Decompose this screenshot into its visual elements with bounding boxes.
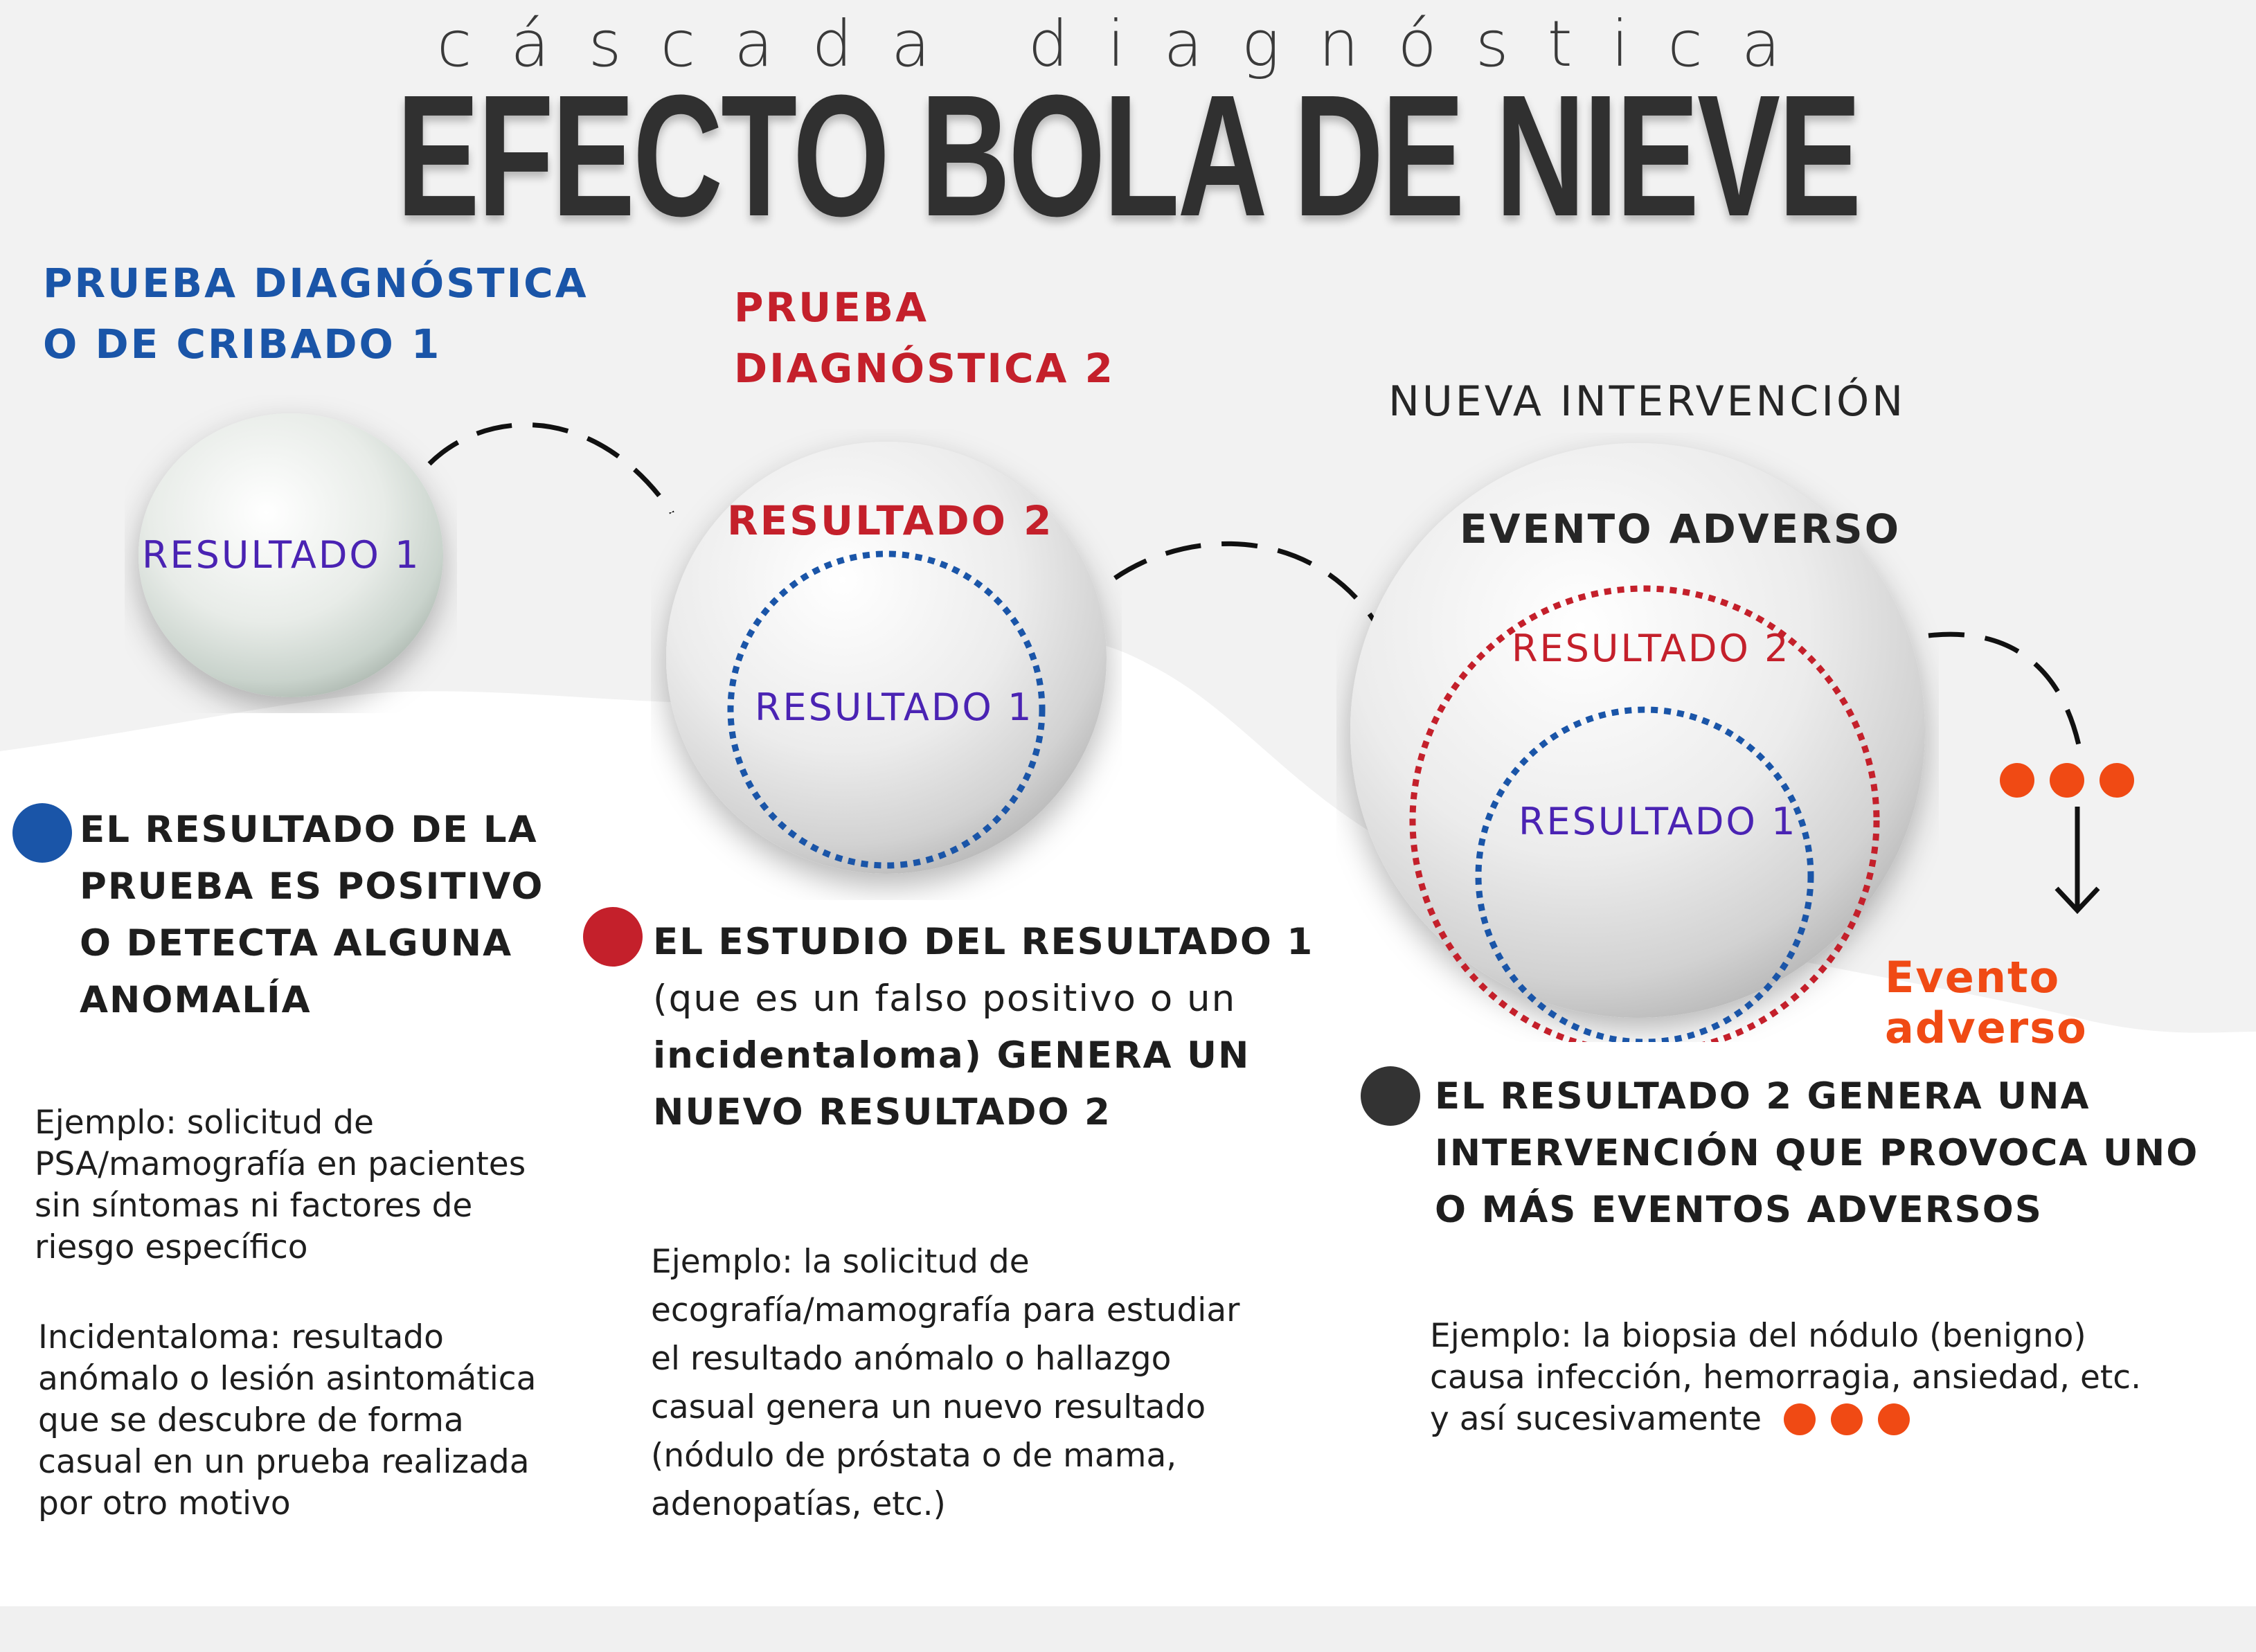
ball-2-result-1: RESULTADO 1 bbox=[755, 685, 1034, 729]
diagram-subtitle: cáscada diagnóstica bbox=[436, 7, 1820, 81]
ball-3-result-1: RESULTADO 1 bbox=[1519, 800, 1798, 843]
incidentaloma-definition: Incidentaloma: resultado anómalo o lesión asintomática que se descubre de forma casual en un prueba realizada por otro motivo bbox=[38, 1318, 537, 1523]
stage-2-label: PRUEBA DIAGNÓSTICA 2 bbox=[734, 284, 1115, 392]
ball-3-adverse-event: EVENTO ADVERSO bbox=[1460, 505, 1901, 553]
dot-icon bbox=[1784, 1403, 1816, 1435]
stage-2-example: Ejemplo: la solicitud de ecografía/mamografía para estudiar el resultado anómalo o hallazgo casual genera un nuevo resultado (nódulo de próstata o de mama, adenopatías, etc.) bbox=[651, 1243, 1240, 1523]
ball-1-result-1: RESULTADO 1 bbox=[142, 533, 421, 577]
diagram-title: EFECTO BOLA DE NIEVE bbox=[396, 59, 1860, 252]
dot-icon bbox=[2000, 763, 2034, 798]
stage-2-bullet-icon bbox=[583, 907, 643, 967]
dot-icon bbox=[1878, 1403, 1910, 1435]
dot-icon bbox=[2100, 763, 2134, 798]
continuation-dots bbox=[2000, 763, 2134, 798]
stage-1-example: Ejemplo: solicitud de PSA/mamografía en pacientes sin síntomas ni factores de riesgo específico bbox=[35, 1104, 526, 1266]
stage-3-label: NUEVA INTERVENCIÓN bbox=[1388, 377, 1906, 426]
ball-3-result-2: RESULTADO 2 bbox=[1512, 627, 1791, 670]
ball-2-result-2: RESULTADO 2 bbox=[727, 497, 1054, 544]
stage-3-heading: EL RESULTADO 2 GENERA UNA INTERVENCIÓN QUE PROVOCA UNO O MÁS EVENTOS ADVERSOS bbox=[1435, 1075, 2199, 1231]
stage-1-label: PRUEBA DIAGNÓSTICA O DE CRIBADO 1 bbox=[43, 260, 589, 368]
stage-1-bullet-icon bbox=[12, 803, 72, 863]
stage-2-heading: EL ESTUDIO DEL RESULTADO 1 (que es un falso positivo o un incidentaloma) GENERA UN NUEVO RESULTADO 2 bbox=[653, 921, 1314, 1133]
dot-icon bbox=[1831, 1403, 1863, 1435]
outcome-label: Evento adverso bbox=[1885, 952, 2088, 1053]
stage-3-example: Ejemplo: la biopsia del nódulo (benigno) causa infección, hemorragia, ansiedad, etc. y así sucesivamente bbox=[1430, 1317, 2142, 1438]
stage-1-heading: EL RESULTADO DE LA PRUEBA ES POSITIVO O DETECTA ALGUNA ANOMALÍA bbox=[80, 809, 544, 1021]
stage-3-bullet-icon bbox=[1361, 1066, 1420, 1126]
arrow-down-icon bbox=[2050, 807, 2105, 921]
dot-icon bbox=[2050, 763, 2084, 798]
